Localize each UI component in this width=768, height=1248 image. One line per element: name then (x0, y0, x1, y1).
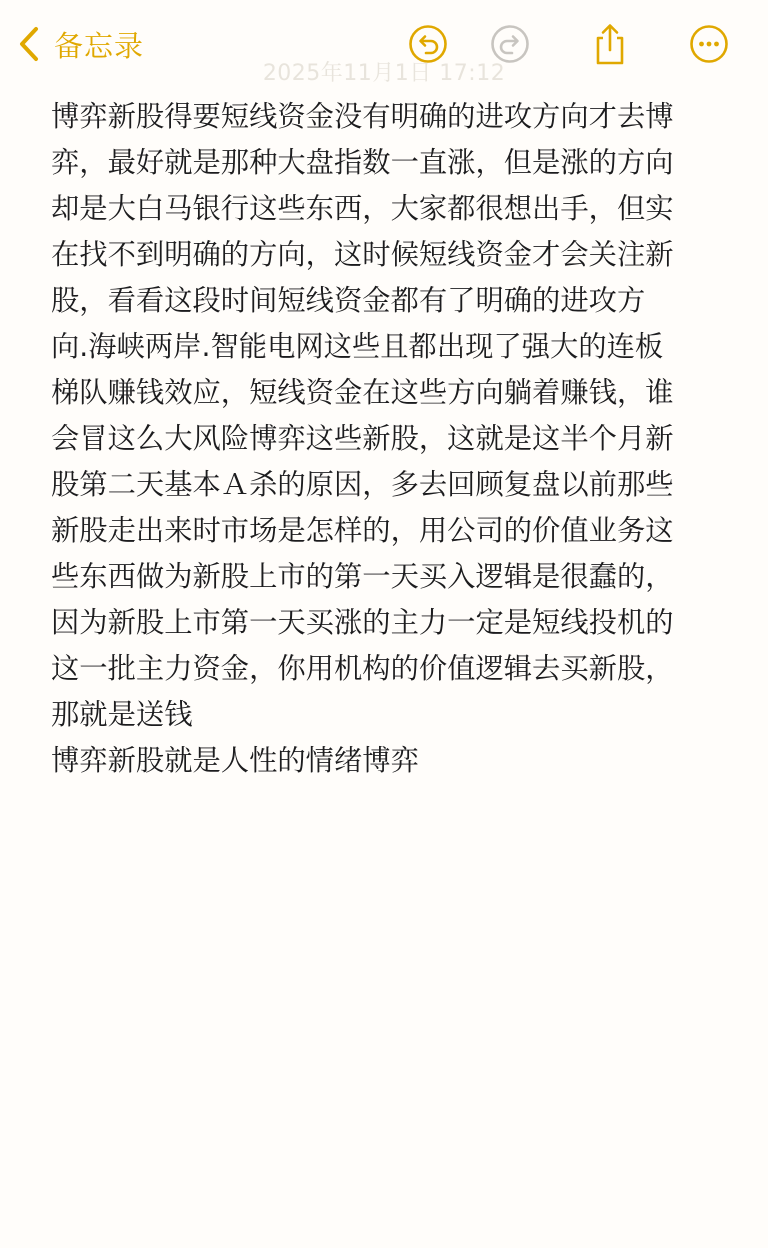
note-line: 这一批主力资金，你用机构的价值逻辑去买新股， (51, 652, 674, 685)
note-line: 那就是送钱 (51, 698, 193, 731)
note-line: 在找不到明确的方向，这时候短线资金才会关注新 (51, 238, 674, 271)
note-line: 些东西做为新股上市的第一天买入逻辑是很蠢的， (51, 560, 674, 593)
note-line: 却是大白马银行这些东西，大家都很想出手，但实 (51, 192, 674, 225)
note-line: 弈，最好就是那种大盘指数一直涨，但是涨的方向 (51, 146, 674, 179)
note-timestamp: 2025年11月1日 17:12 (262, 61, 506, 86)
note-line: 梯队赚钱效应，短线资金在这些方向躺着赚钱，谁 (51, 376, 674, 409)
note-line: 向.海峡两岸.智能电网这些且都出现了强大的连板 (51, 330, 664, 363)
note-line: 因为新股上市第一天买涨的主力一定是短线投机的 (51, 606, 674, 639)
note-line: 博弈新股就是人性的情绪博弈 (51, 744, 419, 777)
note-line: 股第二天基本Ａ杀的原因，多去回顾复盘以前那些 (51, 468, 674, 501)
note-body[interactable] (51, 94, 723, 784)
note-line: 股，看看这段时间短线资金都有了明确的进攻方 (51, 284, 646, 317)
note-line: 博弈新股得要短线资金没有明确的进攻方向才去博 (51, 100, 674, 133)
note-line: 新股走出来时市场是怎样的，用公司的价值业务这 (51, 514, 674, 547)
note-line: 会冒这么大风险博弈这些新股，这就是这半个月新 (51, 422, 674, 455)
back-label: 备忘录 (54, 28, 145, 63)
